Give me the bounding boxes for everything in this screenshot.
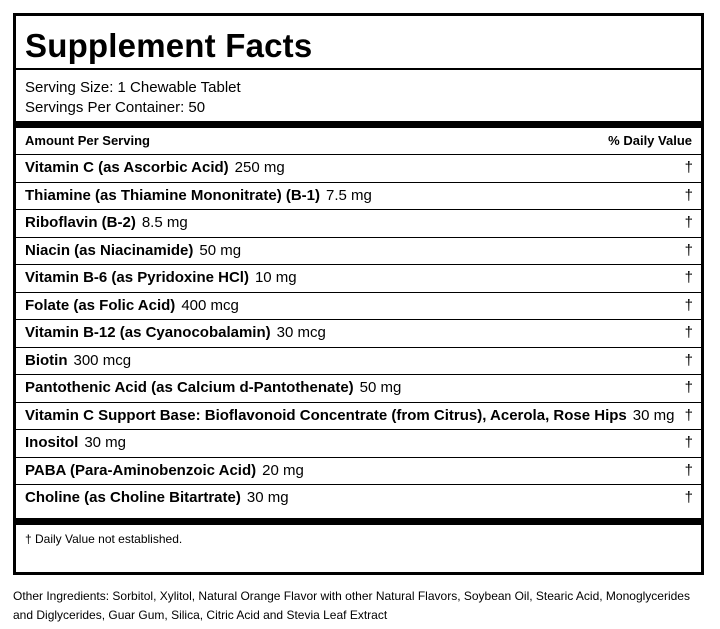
nutrient-row (16, 292, 701, 320)
nutrient-row (16, 209, 701, 237)
nutrient-amount: 30 mg (84, 434, 127, 451)
nutrient-name (25, 187, 372, 204)
serving-divider (16, 121, 701, 128)
daily-value-footnote: † Daily Value not established. (25, 532, 183, 546)
nutrient-name (25, 159, 285, 176)
nutrient-row (16, 457, 701, 485)
nutrient-amount: 8.5 mg (141, 214, 188, 231)
serving-size: Serving Size: 1 Chewable Tablet (25, 79, 241, 96)
nutrient-amount: 10 mg (254, 269, 297, 286)
nutrient-row (16, 347, 701, 375)
nutrient-name (25, 379, 401, 396)
nutrient-label: Vitamin B-6 (as Pyridoxine HCl) (25, 269, 249, 286)
nutrient-label: Inositol (25, 434, 79, 451)
nutrient-label: PABA (Para-Aminobenzoic Acid) (25, 461, 257, 479)
nutrient-label: Vitamin C (as Ascorbic Acid) (25, 159, 229, 176)
nutrient-amount: 30 mg (632, 406, 675, 424)
nutrient-amount: 250 mg (234, 159, 285, 176)
nutrient-amount: 7.5 mg (326, 186, 372, 204)
nutrient-name (25, 489, 289, 506)
nutrient-label: Riboflavin (B-2) (25, 214, 136, 231)
nutrient-row (16, 484, 701, 512)
nutrient-amount: 400 mcg (181, 296, 239, 314)
nutrient-row (16, 429, 701, 457)
nutrient-label: Niacin (as Niacinamide) (25, 241, 194, 259)
nutrient-daily-value: † (684, 324, 693, 341)
nutrient-name (25, 324, 326, 341)
nutrient-daily-value: † (684, 489, 693, 506)
nutrient-daily-value: † (684, 434, 693, 451)
nutrient-amount: 30 mg (246, 489, 289, 506)
nutrient-name (25, 297, 239, 314)
nutrient-label: Biotin (25, 351, 68, 369)
panel-title: Supplement Facts (25, 27, 313, 64)
nutrient-amount: 30 mcg (276, 324, 326, 341)
nutrient-table (16, 154, 701, 512)
nutrient-daily-value: † (684, 186, 693, 204)
nutrient-daily-value: † (684, 269, 693, 286)
nutrient-row (16, 264, 701, 292)
nutrient-label: Vitamin C Support Base: Bioflavonoid Concentrate (from Citrus), Acerola, Rose Hips (25, 406, 627, 424)
nutrient-row (16, 319, 701, 347)
nutrient-label: Choline (as Choline Bitartrate) (25, 489, 241, 506)
nutrient-daily-value: † (684, 379, 693, 396)
nutrient-amount: 50 mg (359, 379, 402, 396)
nutrient-row (16, 402, 701, 430)
nutrient-row (16, 182, 701, 210)
nutrient-amount: 50 mg (199, 241, 242, 259)
other-ingredients: Other Ingredients: Sorbitol, Xylitol, Natural Orange Flavor with other Natural Flavors, Soybean Oil, Stearic Acid, Monoglycerides and Diglycerides, Guar Gum, Silica, Citric Acid and Stevia Leaf Extract (13, 589, 690, 622)
nutrient-label: Folate (as Folic Acid) (25, 296, 176, 314)
nutrient-name (25, 214, 188, 231)
nutrient-label: Pantothenic Acid (as Calcium d-Pantothenate) (25, 379, 354, 396)
nutrient-daily-value: † (684, 351, 693, 369)
nutrient-daily-value: † (684, 461, 693, 479)
nutrient-amount: 300 mcg (73, 351, 132, 369)
amount-per-serving-header: Amount Per Serving (25, 133, 150, 148)
servings-per-container: Servings Per Container: 50 (25, 99, 206, 116)
nutrient-name (25, 434, 126, 451)
title-divider (16, 68, 701, 70)
nutrient-name (25, 462, 304, 479)
nutrient-daily-value: † (684, 159, 693, 176)
supplement-facts-panel (13, 13, 704, 575)
nutrient-daily-value: † (684, 296, 693, 314)
nutrient-name (25, 269, 297, 286)
nutrient-row (16, 154, 701, 182)
nutrient-row (16, 237, 701, 265)
bottom-divider (16, 518, 701, 525)
nutrient-name (25, 352, 131, 369)
nutrient-name (25, 242, 241, 259)
nutrient-daily-value: † (684, 241, 693, 259)
nutrient-daily-value: † (684, 406, 693, 424)
nutrient-label: Vitamin B-12 (as Cyanocobalamin) (25, 324, 271, 341)
nutrient-row (16, 374, 701, 402)
daily-value-header: % Daily Value (608, 133, 692, 148)
nutrient-label: Thiamine (as Thiamine Mononitrate) (B-1) (25, 186, 321, 204)
nutrient-daily-value: † (684, 214, 693, 231)
nutrient-name (25, 407, 674, 424)
nutrient-amount: 20 mg (262, 461, 304, 479)
